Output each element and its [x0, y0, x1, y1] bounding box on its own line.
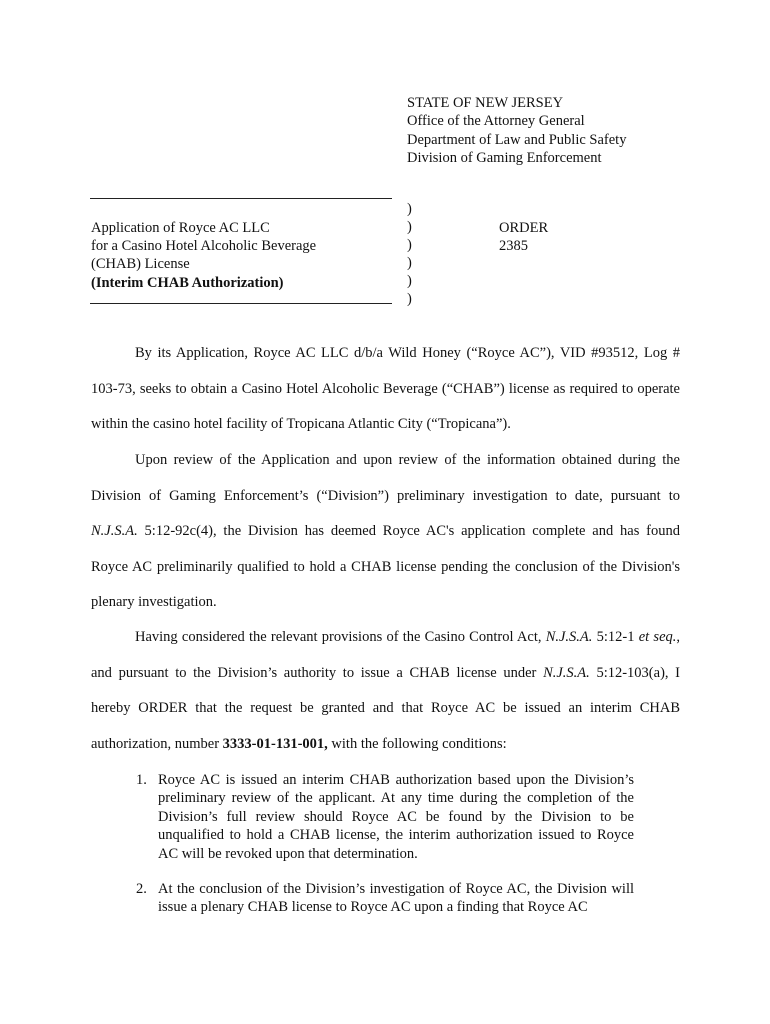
- statute-citation: N.J.S.A.: [545, 629, 593, 645]
- paragraph-text: 5:12-103(a), I hereby ORDER that the request be granted and that Royce AC be issued an interim CHAB authorization, number: [91, 664, 681, 752]
- conditions-list: [136, 771, 634, 917]
- authorization-number: 3333-01-131-001,: [222, 735, 328, 752]
- caption-interim-line: (Interim CHAB Authorization): [91, 274, 284, 291]
- case-caption: [91, 219, 316, 292]
- agency-header: [407, 94, 626, 167]
- paragraph-text: 5:12-1: [592, 629, 639, 645]
- paragraph-order: [91, 620, 680, 762]
- caption-top-rule: [90, 198, 392, 199]
- paragraph-review: [91, 443, 680, 621]
- paren-mark: ): [407, 255, 412, 272]
- paren-mark: ): [407, 219, 412, 236]
- paragraph-text: Upon review of the Application and upon review of the information obtained during the Division of Gaming Enforcement’s (“Division”) preliminary investigation to date, pursuant to: [91, 452, 680, 504]
- order-block: [499, 219, 548, 255]
- condition-number: 1.: [136, 772, 147, 788]
- paren-mark: ): [407, 273, 412, 290]
- paragraph-text: 5:12-92c(4), the Division has deemed Royce AC's application complete and has found Royce AC preliminarily qualified to hold a CHAB license pending the conclusion of the Division's plenary investigation.: [91, 523, 680, 611]
- statute-citation: N.J.S.A.: [91, 523, 138, 540]
- statute-citation: N.J.S.A.: [543, 664, 590, 681]
- caption-line-1: Application of Royce AC LLC: [91, 220, 270, 236]
- caption-separator: [407, 200, 412, 309]
- order-label: ORDER: [499, 220, 549, 236]
- paragraph-text: with the following conditions:: [327, 735, 507, 752]
- et-seq: et seq.: [638, 629, 677, 645]
- condition-item: [136, 771, 634, 863]
- agency-state: STATE OF NEW JERSEY: [407, 95, 564, 111]
- condition-text: Royce AC is issued an interim CHAB authorization based upon the Division’s preliminary review of the applicant. At any time during the completion of the Division’s full review should Royce AC be found by the Division to be unqualified to hold a CHAB license, the interim authorization issued to Royce AC will be revoked upon that determination.: [158, 772, 634, 862]
- agency-department: Department of Law and Public Safety: [407, 131, 627, 148]
- order-number: 2385: [499, 238, 528, 255]
- agency-office: Office of the Attorney General: [407, 113, 585, 130]
- paragraph-application: [91, 336, 680, 443]
- caption-line-3: (CHAB) License: [91, 256, 190, 273]
- paragraph-text: By its Application, Royce AC LLC d/b/a Wild Honey (“Royce AC”), VID #93512, Log # 103-73, seeks to obtain a Casino Hotel Alcoholic Beverage (“CHAB”) license as required to operate within the casino hotel facility of Tropicana Atlantic City (“Tropicana”).: [91, 345, 680, 433]
- condition-item: [136, 880, 634, 917]
- paragraph-text: Having considered the relevant provisions of the Casino Control Act,: [135, 629, 546, 645]
- caption-line-2: for a Casino Hotel Alcoholic Beverage: [91, 238, 317, 255]
- paren-mark: ): [407, 201, 412, 217]
- paragraph-text: , and pursuant to the Division’s authority to issue a CHAB license under: [91, 629, 681, 681]
- condition-number: 2.: [136, 881, 147, 898]
- caption-bottom-rule: [90, 303, 392, 304]
- paren-mark: ): [407, 291, 412, 308]
- condition-text: At the conclusion of the Division’s investigation of Royce AC, the Division will issue a plenary CHAB license to Royce AC upon a finding that Royce AC: [158, 881, 634, 916]
- paren-mark: ): [407, 237, 412, 254]
- agency-division: Division of Gaming Enforcement: [407, 149, 602, 166]
